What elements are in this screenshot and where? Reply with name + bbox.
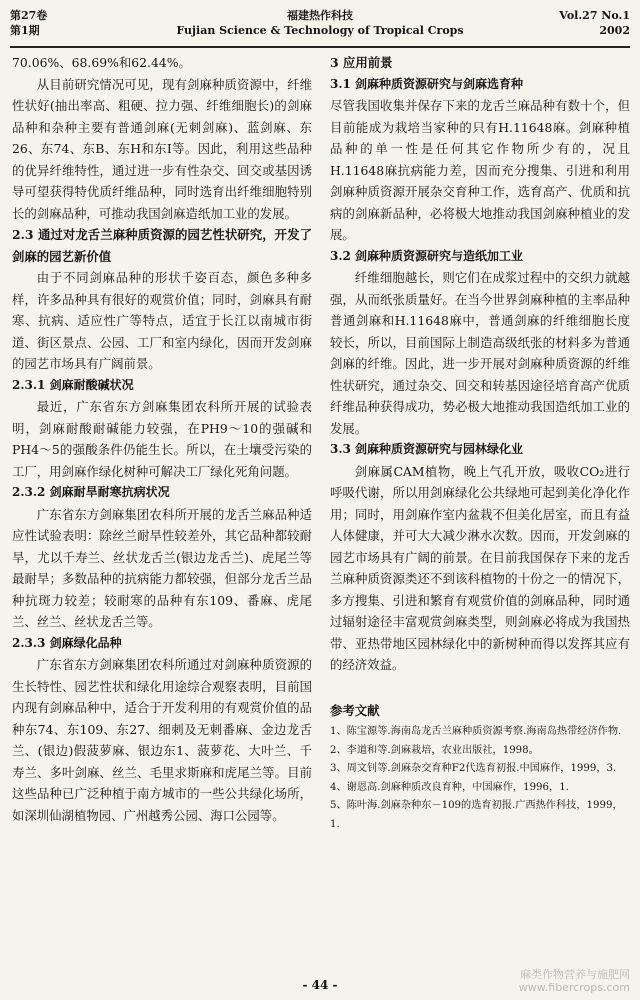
section-heading-3-3: 3.3 剑麻种质资源研究与园林绿化业 <box>330 442 524 456</box>
paragraph: 纤维细胞越长，则它们在成浆过程中的交织力就越强，从而纸张质量好。在当今世界剑麻种植的主率品种普通剑麻和H.11648麻中，普通剑麻的纤维细胞长度较长，所以，目前国际上制造高级纸张的材料多为普通剑麻的纤维。因此，进一步开展对剑麻种质资源的纤维性状研究，通过杂交、回交和转基因途径培育高产优质纤维品种获得成功，势必极大地推动我国造纸加工业的发展。 <box>330 270 630 436</box>
reference-item: 5、陈叶海.剑麻杂种东－109的选育初报.广西热作科技，1999，1. <box>330 800 623 830</box>
watermark-url: www.fibercrops.com <box>518 981 630 994</box>
paragraph: 70.06%、68.69%和62.44%。 <box>12 55 191 70</box>
reference-item: 4、谢恩高.剑麻种质改良育种，中国麻作，1996，1. <box>330 781 569 793</box>
page-number: - 44 - <box>302 978 338 992</box>
journal-title-cn: 福建热作科技 <box>287 9 353 22</box>
paragraph: 从目前研究情况可见，现有剑麻种质资源中，纤维性状好(抽出率高、粗硬、拉力强、纤维细胞长)的剑麻品种和杂种主要有普通剑麻(无刺剑麻)、蓝剑麻、东26、东74、东B、东H和东I等。因此，利用这些品种的优异纤维特性，通过进一步有性杂交、回交或基因诱导可望获得特优质纤维品种，同时选育出纤维细胞特别长的剑麻品种，可推动我国剑麻造纸加工业的发展。 <box>12 76 312 221</box>
volume-info-en <box>559 8 630 38</box>
watermark <box>519 968 630 994</box>
section-heading-2-3: 2.3 通过对龙舌兰麻种质资源的园艺性状研究，开发了剑麻的园艺新价值 <box>12 227 312 264</box>
section-heading-2-3-1: 2.3.1 剑麻耐酸碱状况 <box>12 377 134 392</box>
right-column <box>330 52 630 834</box>
section-heading-3-1: 3.1 剑麻种质资源研究与剑麻选育种 <box>330 76 524 91</box>
watermark-title: 麻类作物营养与施肥网 <box>520 968 630 981</box>
page-header <box>10 6 630 48</box>
paragraph: 最近，广东省东方剑麻集团农科所开展的试验表明，剑麻耐酸耐碱能力较强，在PH9～10的强碱和PH4～5的强酸条件仍能生长。所以，在土壤受污染的工厂，用剑麻作绿化树种可解决工厂绿化死角问题。 <box>12 399 312 479</box>
journal-title-en: Fujian Science & Technology of Tropical Crops <box>176 24 464 37</box>
reference-item: 1、陈宝源等.海南岛龙舌兰麻种质资源考察.海南岛热带经济作物. <box>330 726 622 737</box>
year-label: 2002 <box>599 24 630 37</box>
issue-label: 第1期 <box>10 24 40 37</box>
section-heading-3-2: 3.2 剑麻种质资源研究与造纸加工业 <box>330 248 524 263</box>
reference-item: 3、周文钊等.剑麻杂交育种F2代选育初报.中国麻作，1999，3. <box>330 763 617 774</box>
references-heading: 参考文献 <box>330 702 380 718</box>
section-heading-2-3-2: 2.3.2 剑麻耐旱耐寒抗病状况 <box>12 485 170 499</box>
left-column <box>12 52 312 826</box>
paragraph: 尽管我国收集并保存下来的龙舌兰麻品种有数十个，但目前能成为栽培当家种的只有H.11648麻。剑麻种植品种的单一性是任何其它作物所少有的，况且H.11648麻抗病能力差，因而充分搜集、引进和利用剑麻种质资源开展杂交育种工作，选育高产、优质和抗病的剑麻新品种，必将极大地推动我国剑麻种植业的发展。 <box>330 98 630 242</box>
paragraph: 广东省东方剑麻集团农科所通过对剑麻种质资源的生长特性、园艺性状和绿化用途综合观察表明，目前国内现有剑麻品种中，适合于开发利用的有观赏价值的品种东74、东109、东27、细刺及无刺番麻、金边龙舌兰、(银边)假菠萝麻、银边东1、菠萝花、大叶兰、千寿兰、多叶剑麻、丝兰、毛里求斯麻和虎尾兰等。目前这些品种已广泛种植于南方城市的一些公共绿化场所，如深圳仙湖植物园、广州越秀公园、海口公园等。 <box>12 657 312 823</box>
journal-title <box>10 8 630 38</box>
reference-item: 2、李道和等.剑麻栽培，农业出版社，1998。 <box>330 744 539 756</box>
paragraph: 广东省东方剑麻集团农科所开展的龙舌兰麻品种适应性试验表明：除丝兰耐旱性较差外，其它品种都较耐旱，尤以千寿兰、丝状龙舌兰(银边龙舌兰)、虎尾兰等最耐旱；多数品种的抗病能力都较强，但部分龙舌兰品种抗斑力较差；较耐寒的品种有东109、番麻、虎尾兰、丝兰、丝状龙舌兰等。 <box>12 506 312 629</box>
section-heading-3: 3 应用前景 <box>330 55 393 70</box>
volume-label: 第27卷 <box>10 9 48 22</box>
paragraph: 由于不同剑麻品种的形状千姿百态，颜色多种多样，许多品种具有很好的观赏价值；同时，剑麻具有耐寒、抗病、适应性广等特点，适宜于长江以南城市街道、街区景点、公园、工厂和室内绿化，因而开发剑麻的园艺市场具有广阔前景。 <box>12 270 312 371</box>
paragraph: 剑麻属CAM植物，晚上气孔开放，吸收CO₂进行呼吸代谢，所以用剑麻绿化公共绿地可起到美化净化作用；同时，用剑麻作室内盆栽不但美化居室，而且有益人体健康，并可大大减少淋水次数。因而，开发剑麻的园艺市场具有广阔的前景。在目前我国保存下来的龙舌兰麻种质资源类还不到该科植物的十份之一的情况下，多方搜集、引进和繁育有观赏价值的剑麻品种，同时通过辐射途径丰富观赏剑麻类型，则剑麻必将成为我国热带、亚热带地区园林绿化中的新树种而得以发挥其应有的经济效益。 <box>330 463 630 672</box>
volume-label-en: Vol.27 No.1 <box>559 9 630 22</box>
section-heading-2-3-3: 2.3.3 剑麻绿化品种 <box>12 635 122 650</box>
